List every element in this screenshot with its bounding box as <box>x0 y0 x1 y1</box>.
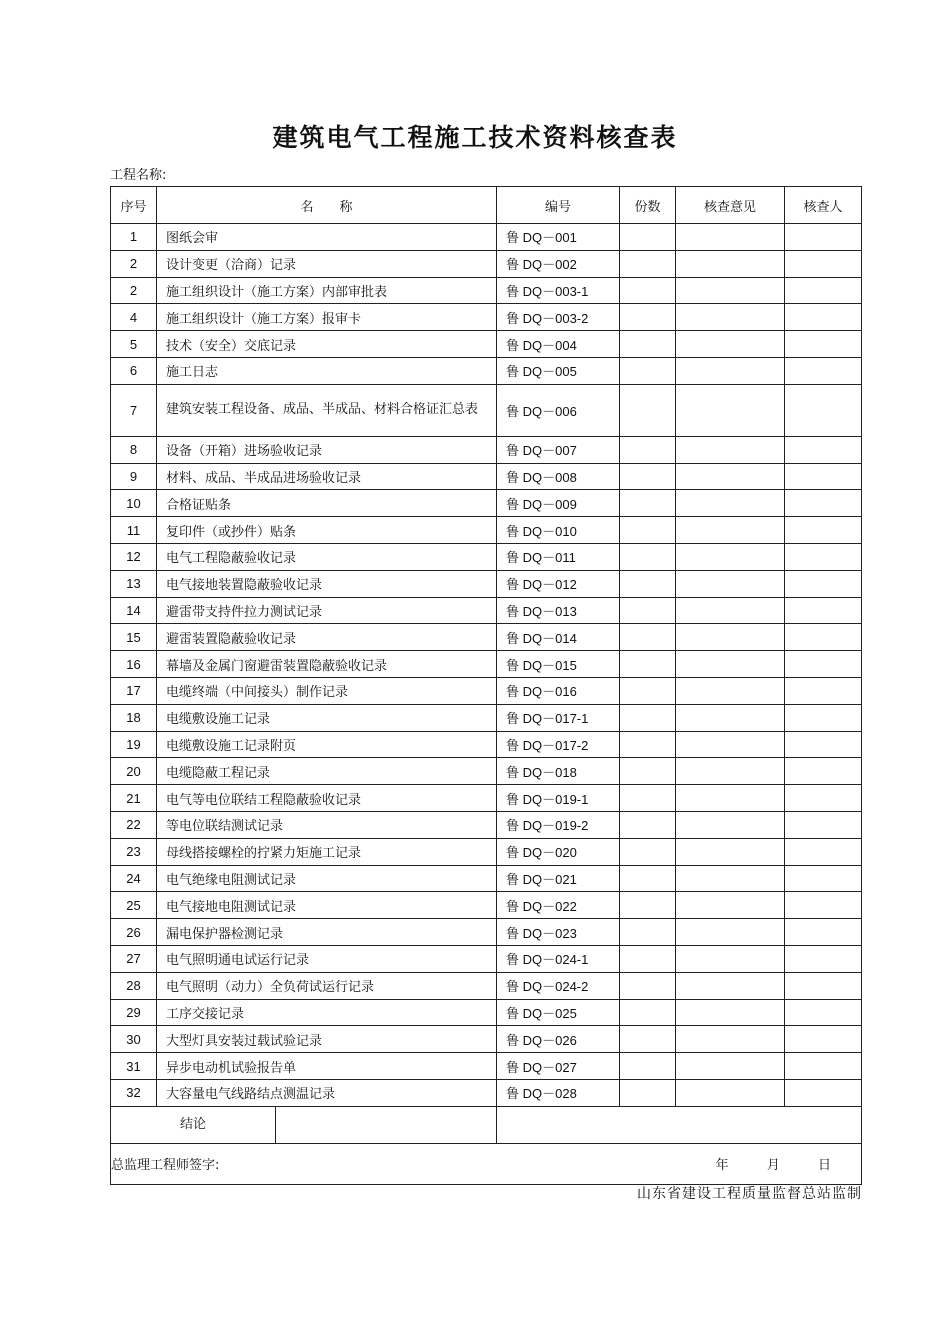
row-code: 鲁 DQ－022 <box>497 892 620 919</box>
row-name: 材料、成品、半成品进场验收记录 <box>157 463 497 490</box>
row-checker-field[interactable] <box>785 250 862 277</box>
row-number: 2 <box>111 250 157 277</box>
row-number: 9 <box>111 463 157 490</box>
row-code: 鲁 DQ－028 <box>497 1079 620 1106</box>
row-copies-field[interactable] <box>620 785 676 812</box>
row-copies-field[interactable] <box>620 999 676 1026</box>
row-number: 28 <box>111 972 157 999</box>
row-opinion-field[interactable] <box>676 919 785 946</box>
row-opinion-field[interactable] <box>676 704 785 731</box>
table-row <box>111 250 862 277</box>
row-name: 漏电保护器检测记录 <box>157 919 497 946</box>
row-code: 鲁 DQ－018 <box>497 758 620 785</box>
table-row <box>111 731 862 758</box>
row-number: 4 <box>111 304 157 331</box>
row-code: 鲁 DQ－003-1 <box>497 277 620 304</box>
row-opinion-field[interactable] <box>676 224 785 251</box>
row-code: 鲁 DQ－020 <box>497 838 620 865</box>
row-opinion-field[interactable] <box>676 570 785 597</box>
row-name: 图纸会审 <box>157 224 497 251</box>
table-row <box>111 624 862 651</box>
row-checker-field[interactable] <box>785 357 862 384</box>
row-copies-field[interactable] <box>620 490 676 517</box>
row-opinion-field[interactable] <box>676 758 785 785</box>
row-copies-field[interactable] <box>620 892 676 919</box>
table-row <box>111 224 862 251</box>
row-name: 电缆敷设施工记录 <box>157 704 497 731</box>
row-opinion-field[interactable] <box>676 972 785 999</box>
row-opinion-field[interactable] <box>676 277 785 304</box>
row-opinion-field[interactable] <box>676 384 785 436</box>
row-number: 1 <box>111 224 157 251</box>
row-checker-field[interactable] <box>785 543 862 570</box>
row-number: 21 <box>111 785 157 812</box>
table-row <box>111 490 862 517</box>
row-opinion-field[interactable] <box>676 865 785 892</box>
row-copies-field[interactable] <box>620 1079 676 1106</box>
row-name: 电缆终端（中间接头）制作记录 <box>157 677 497 704</box>
row-number: 14 <box>111 597 157 624</box>
row-number: 10 <box>111 490 157 517</box>
row-checker-field[interactable] <box>785 704 862 731</box>
row-number: 19 <box>111 731 157 758</box>
row-copies-field[interactable] <box>620 597 676 624</box>
row-name: 电气照明通电试运行记录 <box>157 945 497 972</box>
row-checker-field[interactable] <box>785 945 862 972</box>
row-code: 鲁 DQ－026 <box>497 1026 620 1053</box>
row-number: 27 <box>111 945 157 972</box>
table-row <box>111 865 862 892</box>
row-name: 电气等电位联结工程隐蔽验收记录 <box>157 785 497 812</box>
date-day: 日 <box>817 1158 831 1174</box>
row-code: 鲁 DQ－014 <box>497 624 620 651</box>
header-checker: 核查人 <box>785 187 862 224</box>
row-checker-field[interactable] <box>785 758 862 785</box>
row-copies-field[interactable] <box>620 331 676 358</box>
row-copies-field[interactable] <box>620 384 676 436</box>
row-checker-field[interactable] <box>785 731 862 758</box>
row-code: 鲁 DQ－017-1 <box>497 704 620 731</box>
row-opinion-field[interactable] <box>676 1026 785 1053</box>
row-code: 鲁 DQ－002 <box>497 250 620 277</box>
row-name: 电缆敷设施工记录附页 <box>157 731 497 758</box>
row-code: 鲁 DQ－006 <box>497 384 620 436</box>
row-copies-field[interactable] <box>620 463 676 490</box>
signature-label: 总监理工程师签字: <box>111 1158 220 1174</box>
row-copies-field[interactable] <box>620 277 676 304</box>
row-code: 鲁 DQ－011 <box>497 543 620 570</box>
row-opinion-field[interactable] <box>676 463 785 490</box>
row-code: 鲁 DQ－013 <box>497 597 620 624</box>
row-code: 鲁 DQ－019-1 <box>497 785 620 812</box>
row-number: 17 <box>111 677 157 704</box>
check-table <box>110 186 862 1185</box>
row-copies-field[interactable] <box>620 304 676 331</box>
table-row <box>111 811 862 838</box>
row-copies-field[interactable] <box>620 758 676 785</box>
row-copies-field[interactable] <box>620 224 676 251</box>
row-opinion-field[interactable] <box>676 357 785 384</box>
conclusion-field[interactable] <box>276 1107 496 1143</box>
table-row <box>111 1053 862 1080</box>
row-code: 鲁 DQ－027 <box>497 1053 620 1080</box>
table-row <box>111 1079 862 1106</box>
row-checker-field[interactable] <box>785 224 862 251</box>
row-checker-field[interactable] <box>785 436 862 463</box>
row-checker-field[interactable] <box>785 490 862 517</box>
row-number: 25 <box>111 892 157 919</box>
row-name: 母线搭接螺栓的拧紧力矩施工记录 <box>157 838 497 865</box>
row-checker-field[interactable] <box>785 892 862 919</box>
row-checker-field[interactable] <box>785 999 862 1026</box>
row-copies-field[interactable] <box>620 1026 676 1053</box>
row-copies-field[interactable] <box>620 570 676 597</box>
row-copies-field[interactable] <box>620 704 676 731</box>
row-code: 鲁 DQ－005 <box>497 357 620 384</box>
row-number: 6 <box>111 357 157 384</box>
row-number: 12 <box>111 543 157 570</box>
row-opinion-field[interactable] <box>676 945 785 972</box>
row-copies-field[interactable] <box>620 250 676 277</box>
row-name: 合格证贴条 <box>157 490 497 517</box>
row-name: 避雷带支持件拉力测试记录 <box>157 597 497 624</box>
row-code: 鲁 DQ－024-1 <box>497 945 620 972</box>
header-copies: 份数 <box>620 187 676 224</box>
table-row <box>111 919 862 946</box>
row-name: 幕墙及金属门窗避雷装置隐蔽验收记录 <box>157 651 497 678</box>
date-month: 月 <box>766 1158 780 1174</box>
row-name: 设备（开箱）进场验收记录 <box>157 436 497 463</box>
row-opinion-field[interactable] <box>676 785 785 812</box>
row-checker-field[interactable] <box>785 597 862 624</box>
row-copies-field[interactable] <box>620 1053 676 1080</box>
header-name: 名 称 <box>157 187 497 224</box>
row-number: 16 <box>111 651 157 678</box>
row-name: 电气照明（动力）全负荷试运行记录 <box>157 972 497 999</box>
row-code: 鲁 DQ－016 <box>497 677 620 704</box>
row-number: 11 <box>111 517 157 544</box>
header-seq: 序号 <box>111 187 157 224</box>
row-name: 电气接地装置隐蔽验收记录 <box>157 570 497 597</box>
table-body <box>111 224 862 1107</box>
table-row <box>111 543 862 570</box>
row-number: 29 <box>111 999 157 1026</box>
row-checker-field[interactable] <box>785 570 862 597</box>
row-copies-field[interactable] <box>620 865 676 892</box>
row-checker-field[interactable] <box>785 463 862 490</box>
row-code: 鲁 DQ－008 <box>497 463 620 490</box>
table-row <box>111 597 862 624</box>
row-opinion-field[interactable] <box>676 331 785 358</box>
row-checker-field[interactable] <box>785 384 862 436</box>
row-opinion-field[interactable] <box>676 250 785 277</box>
row-checker-field[interactable] <box>785 1079 862 1106</box>
row-name: 建筑安装工程设备、成品、半成品、材料合格证汇总表 <box>157 384 497 436</box>
row-name: 等电位联结测试记录 <box>157 811 497 838</box>
row-number: 18 <box>111 704 157 731</box>
row-number: 26 <box>111 919 157 946</box>
row-number: 22 <box>111 811 157 838</box>
row-code: 鲁 DQ－007 <box>497 436 620 463</box>
issuer-footer: 山东省建设工程质量监督总站监制 <box>637 1186 862 1202</box>
row-code: 鲁 DQ－001 <box>497 224 620 251</box>
row-name: 异步电动机试验报告单 <box>157 1053 497 1080</box>
row-opinion-field[interactable] <box>676 597 785 624</box>
row-checker-field[interactable] <box>785 517 862 544</box>
row-checker-field[interactable] <box>785 304 862 331</box>
table-row <box>111 972 862 999</box>
row-opinion-field[interactable] <box>676 1079 785 1106</box>
row-name: 工序交接记录 <box>157 999 497 1026</box>
table-row <box>111 517 862 544</box>
table-row <box>111 651 862 678</box>
row-name: 电缆隐蔽工程记录 <box>157 758 497 785</box>
table-row <box>111 945 862 972</box>
row-checker-field[interactable] <box>785 838 862 865</box>
row-copies-field[interactable] <box>620 919 676 946</box>
row-number: 7 <box>111 384 157 436</box>
row-code: 鲁 DQ－012 <box>497 570 620 597</box>
row-number: 15 <box>111 624 157 651</box>
table-row <box>111 436 862 463</box>
row-copies-field[interactable] <box>620 811 676 838</box>
table-row <box>111 704 862 731</box>
header-code: 编号 <box>497 187 620 224</box>
row-copies-field[interactable] <box>620 543 676 570</box>
header-row <box>111 187 862 224</box>
row-code: 鲁 DQ－024-2 <box>497 972 620 999</box>
row-checker-field[interactable] <box>785 919 862 946</box>
row-opinion-field[interactable] <box>676 999 785 1026</box>
row-checker-field[interactable] <box>785 331 862 358</box>
row-code: 鲁 DQ－017-2 <box>497 731 620 758</box>
table-row <box>111 838 862 865</box>
row-checker-field[interactable] <box>785 677 862 704</box>
row-opinion-field[interactable] <box>676 1053 785 1080</box>
row-copies-field[interactable] <box>620 677 676 704</box>
row-opinion-field[interactable] <box>676 731 785 758</box>
row-checker-field[interactable] <box>785 785 862 812</box>
table-row <box>111 463 862 490</box>
table-row <box>111 570 862 597</box>
row-code: 鲁 DQ－015 <box>497 651 620 678</box>
row-code: 鲁 DQ－009 <box>497 490 620 517</box>
row-code: 鲁 DQ－019-2 <box>497 811 620 838</box>
row-checker-field[interactable] <box>785 865 862 892</box>
row-number: 31 <box>111 1053 157 1080</box>
row-opinion-field[interactable] <box>676 651 785 678</box>
row-name: 电气接地电阻测试记录 <box>157 892 497 919</box>
table-row <box>111 357 862 384</box>
row-checker-field[interactable] <box>785 1026 862 1053</box>
row-opinion-field[interactable] <box>676 517 785 544</box>
row-code: 鲁 DQ－023 <box>497 919 620 946</box>
row-checker-field[interactable] <box>785 624 862 651</box>
row-code: 鲁 DQ－004 <box>497 331 620 358</box>
row-copies-field[interactable] <box>620 945 676 972</box>
conclusion-row <box>111 1106 862 1143</box>
table-row <box>111 999 862 1026</box>
row-opinion-field[interactable] <box>676 892 785 919</box>
header-opinion: 核查意见 <box>676 187 785 224</box>
row-number: 2 <box>111 277 157 304</box>
row-checker-field[interactable] <box>785 972 862 999</box>
row-number: 20 <box>111 758 157 785</box>
row-opinion-field[interactable] <box>676 490 785 517</box>
row-name: 避雷装置隐蔽验收记录 <box>157 624 497 651</box>
table-row <box>111 785 862 812</box>
row-name: 电气工程隐蔽验收记录 <box>157 543 497 570</box>
row-checker-field[interactable] <box>785 1053 862 1080</box>
row-name: 技术（安全）交底记录 <box>157 331 497 358</box>
row-number: 13 <box>111 570 157 597</box>
table-row <box>111 892 862 919</box>
table-row <box>111 331 862 358</box>
table-row <box>111 277 862 304</box>
row-copies-field[interactable] <box>620 624 676 651</box>
project-name-label: 工程名称: <box>110 168 167 183</box>
row-opinion-field[interactable] <box>676 543 785 570</box>
table-row <box>111 304 862 331</box>
row-copies-field[interactable] <box>620 436 676 463</box>
row-copies-field[interactable] <box>620 731 676 758</box>
table-row <box>111 1026 862 1053</box>
row-opinion-field[interactable] <box>676 811 785 838</box>
row-name: 大型灯具安装过载试验记录 <box>157 1026 497 1053</box>
row-opinion-field[interactable] <box>676 304 785 331</box>
row-code: 鲁 DQ－010 <box>497 517 620 544</box>
row-name: 施工组织设计（施工方案）报审卡 <box>157 304 497 331</box>
row-code: 鲁 DQ－003-2 <box>497 304 620 331</box>
row-number: 32 <box>111 1079 157 1106</box>
row-name: 电气绝缘电阻测试记录 <box>157 865 497 892</box>
row-copies-field[interactable] <box>620 357 676 384</box>
row-name: 施工日志 <box>157 357 497 384</box>
row-copies-field[interactable] <box>620 838 676 865</box>
row-copies-field[interactable] <box>620 972 676 999</box>
row-name: 施工组织设计（施工方案）内部审批表 <box>157 277 497 304</box>
page-title: 建筑电气工程施工技术资料核查表 <box>272 123 678 152</box>
row-opinion-field[interactable] <box>676 677 785 704</box>
row-checker-field[interactable] <box>785 651 862 678</box>
signature-row <box>111 1143 862 1184</box>
row-opinion-field[interactable] <box>676 624 785 651</box>
row-number: 8 <box>111 436 157 463</box>
row-copies-field[interactable] <box>620 651 676 678</box>
row-name: 设计变更（洽商）记录 <box>157 250 497 277</box>
row-code: 鲁 DQ－025 <box>497 999 620 1026</box>
row-opinion-field[interactable] <box>676 436 785 463</box>
date-year: 年 <box>715 1158 729 1174</box>
table-row <box>111 758 862 785</box>
row-checker-field[interactable] <box>785 811 862 838</box>
row-checker-field[interactable] <box>785 277 862 304</box>
table-row <box>111 677 862 704</box>
signature-date <box>682 1154 831 1173</box>
conclusion-label: 结论 <box>111 1107 276 1143</box>
row-number: 24 <box>111 865 157 892</box>
table-row <box>111 384 862 436</box>
row-code: 鲁 DQ－021 <box>497 865 620 892</box>
row-number: 5 <box>111 331 157 358</box>
row-number: 30 <box>111 1026 157 1053</box>
conclusion-field-rest[interactable] <box>497 1106 862 1143</box>
row-copies-field[interactable] <box>620 517 676 544</box>
row-number: 23 <box>111 838 157 865</box>
row-name: 大容量电气线路结点测温记录 <box>157 1079 497 1106</box>
row-opinion-field[interactable] <box>676 838 785 865</box>
row-name: 复印件（或抄件）贴条 <box>157 517 497 544</box>
